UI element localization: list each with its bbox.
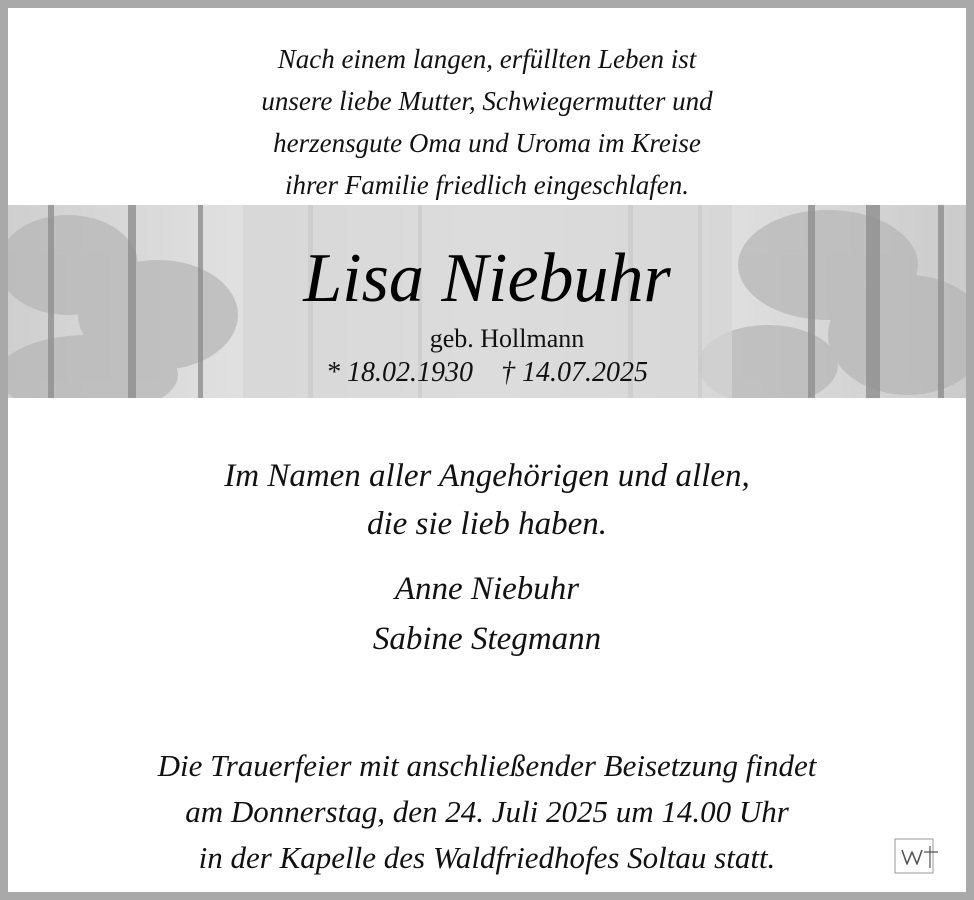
signer-name: Sabine Stegmann <box>372 621 602 657</box>
deceased-name: Lisa Niebuhr <box>303 240 671 317</box>
intro-line: herzensgute Oma und Uroma im Kreise <box>273 128 701 158</box>
intro-line: ihrer Familie friedlich eingeschlafen. <box>285 170 689 200</box>
publisher-logo-icon <box>894 838 940 874</box>
service-info <box>8 743 966 881</box>
mourners-line: Im Namen aller Angehörigen und allen, <box>224 458 750 494</box>
service-line: in der Kapelle des Waldfriedhofes Soltau statt. <box>198 840 776 875</box>
forest-photo-band <box>8 205 966 398</box>
signer-name: Anne Niebuhr <box>394 571 580 607</box>
intro-text <box>8 38 966 206</box>
intro-line: Nach einem langen, erfüllten Leben ist <box>277 44 697 74</box>
service-line: Die Trauerfeier mit anschließender Beisetzung findet <box>157 748 817 783</box>
mourners-line: die sie lieb haben. <box>366 506 608 542</box>
service-line: am Donnerstag, den 24. Juli 2025 um 14.00 Uhr <box>185 794 789 829</box>
maiden-name: geb. Hollmann <box>429 324 585 353</box>
signers <box>8 564 966 664</box>
intro-line: unsere liebe Mutter, Schwiegermutter und <box>261 86 713 116</box>
life-dates: * 18.02.1930 † 14.07.2025 <box>326 357 648 388</box>
mourners-text <box>8 452 966 548</box>
